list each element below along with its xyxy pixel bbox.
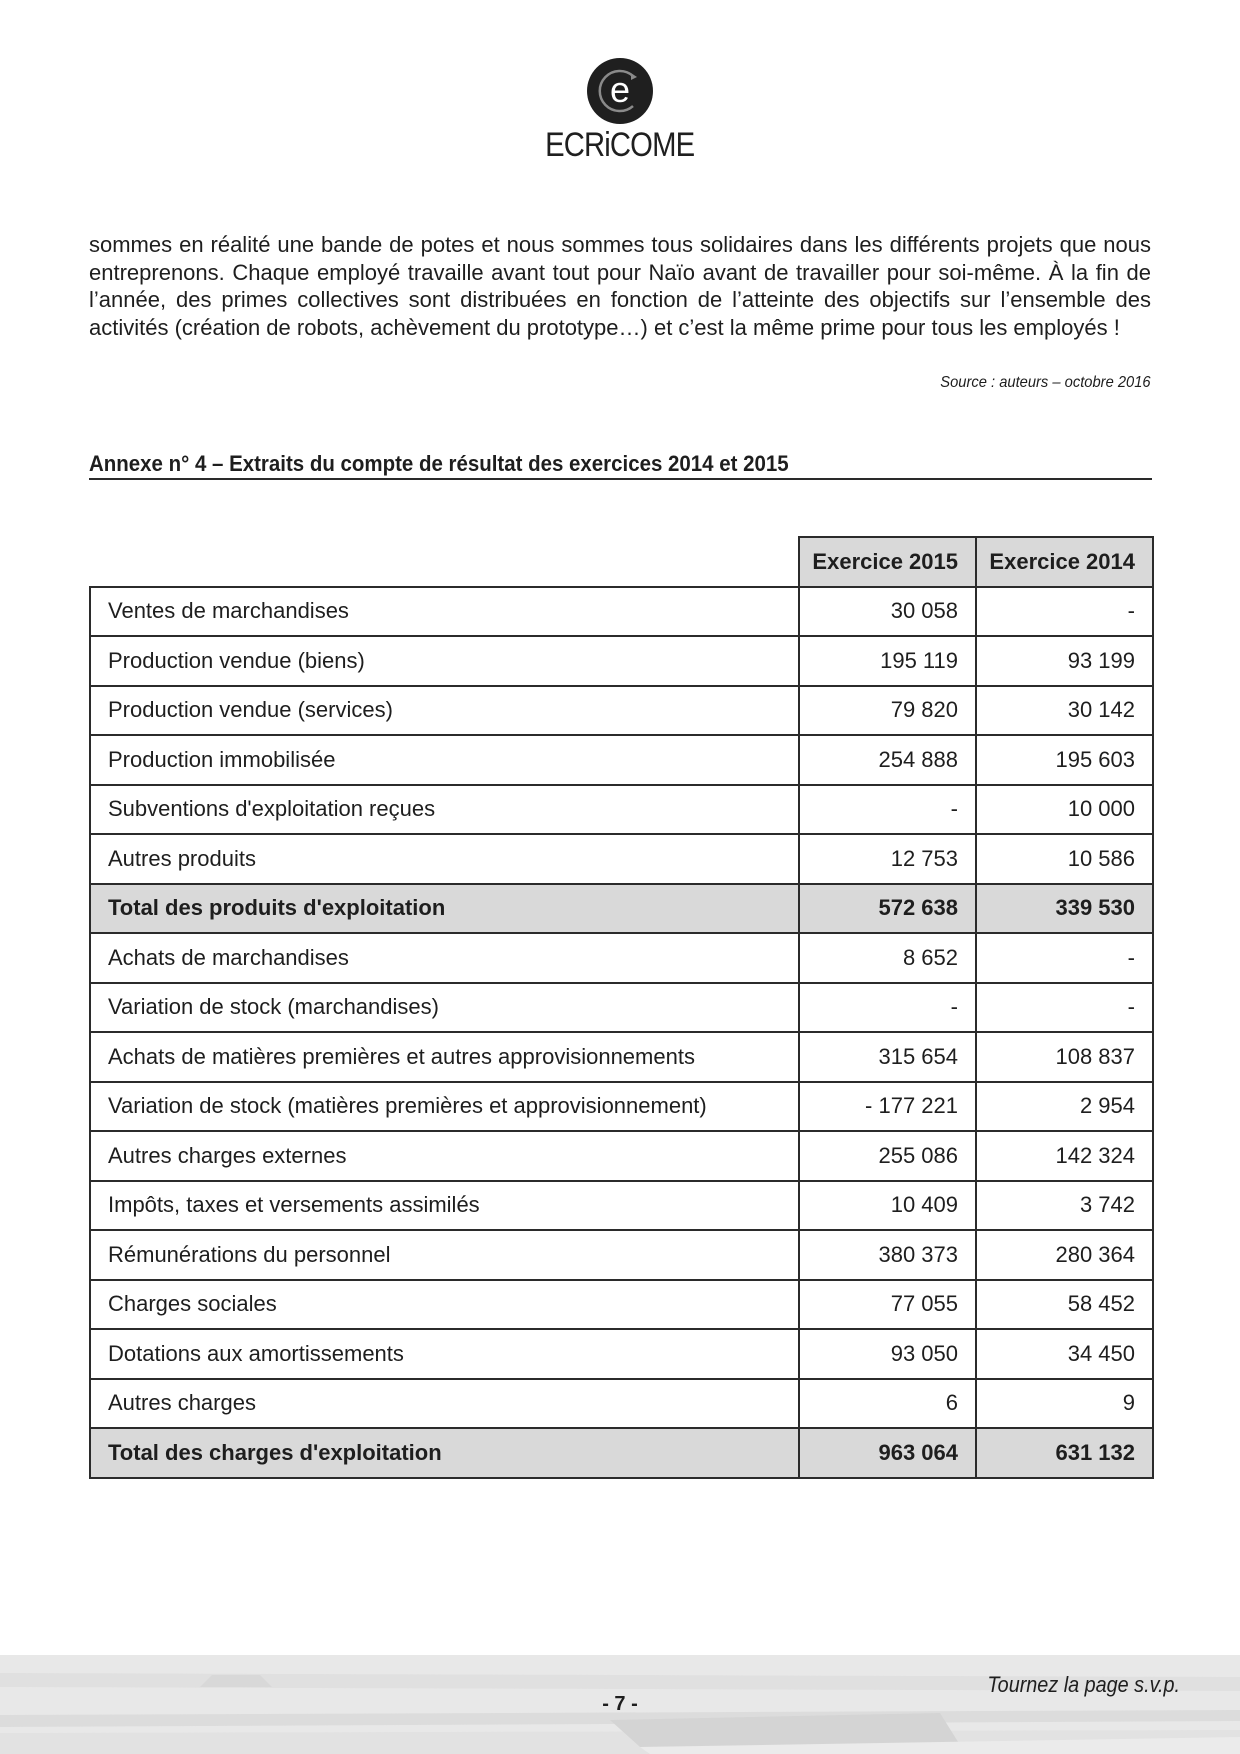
value-2015: 6 — [799, 1379, 976, 1429]
value-2014: 30 142 — [976, 686, 1153, 736]
value-2015: 30 058 — [799, 587, 976, 637]
value-2015: 77 055 — [799, 1280, 976, 1330]
row-label: Subventions d'exploitation reçues — [90, 785, 799, 835]
row-label: Production vendue (services) — [90, 686, 799, 736]
header-blank-cell — [90, 537, 799, 587]
table-row — [90, 1082, 1153, 1132]
table-header-row — [90, 537, 1153, 587]
row-label: Dotations aux amortissements — [90, 1329, 799, 1379]
table-row — [90, 834, 1153, 884]
header-exercice-2015: Exercice 2015 — [799, 537, 976, 587]
table-body — [90, 587, 1153, 1478]
table-row — [90, 1032, 1153, 1082]
intro-paragraph: sommes en réalité une bande de potes et nous sommes tous solidaires dans les différents projets que nous entreprenons. Chaque employé travaille avant tout pour Naïo avant de travailler pour soi-même. À la fin de l’année, des primes collectives sont distribuées en fonction de l’atteinte des objectifs sur l’ensemble des activités (création de robots, achèvement du prototype…) et c’est la même prime pour tous les employés ! — [89, 232, 1151, 341]
value-2014: 108 837 — [976, 1032, 1153, 1082]
value-2014: 10 586 — [976, 834, 1153, 884]
value-2015: 12 753 — [799, 834, 976, 884]
value-2014: 93 199 — [976, 636, 1153, 686]
value-2015: 315 654 — [799, 1032, 976, 1082]
row-label: Variation de stock (matières premières et approvisionnement) — [90, 1082, 799, 1132]
row-label: Production immobilisée — [90, 735, 799, 785]
row-label: Achats de marchandises — [90, 933, 799, 983]
source-citation: Source : auteurs – octobre 2016 — [940, 374, 1151, 391]
value-2014: 631 132 — [976, 1428, 1153, 1478]
value-2015: 8 652 — [799, 933, 976, 983]
table-total-row — [90, 1428, 1153, 1478]
row-label: Autres charges externes — [90, 1131, 799, 1181]
row-label: Total des produits d'exploitation — [90, 884, 799, 934]
value-2014: 339 530 — [976, 884, 1153, 934]
value-2014: 3 742 — [976, 1181, 1153, 1231]
value-2014: 280 364 — [976, 1230, 1153, 1280]
table-row — [90, 735, 1153, 785]
table-row — [90, 636, 1153, 686]
table-row — [90, 1230, 1153, 1280]
value-2015: 10 409 — [799, 1181, 976, 1231]
value-2015: 79 820 — [799, 686, 976, 736]
value-2014: 142 324 — [976, 1131, 1153, 1181]
header-exercice-2014: Exercice 2014 — [976, 537, 1153, 587]
value-2015: 93 050 — [799, 1329, 976, 1379]
value-2014: 9 — [976, 1379, 1153, 1429]
table-row — [90, 785, 1153, 835]
table-row — [90, 686, 1153, 736]
row-label: Autres charges — [90, 1379, 799, 1429]
value-2015: 572 638 — [799, 884, 976, 934]
table-row — [90, 1131, 1153, 1181]
value-2014: 2 954 — [976, 1082, 1153, 1132]
row-label: Rémunérations du personnel — [90, 1230, 799, 1280]
ecricome-logo — [0, 58, 1240, 162]
value-2014: - — [976, 933, 1153, 983]
table-total-row — [90, 884, 1153, 934]
page-number: - 7 - — [602, 1693, 638, 1715]
value-2014: - — [976, 587, 1153, 637]
ecricome-e-icon — [587, 58, 653, 124]
value-2015: 195 119 — [799, 636, 976, 686]
value-2014: - — [976, 983, 1153, 1033]
value-2015: 963 064 — [799, 1428, 976, 1478]
table-row — [90, 1280, 1153, 1330]
row-label: Ventes de marchandises — [90, 587, 799, 637]
income-statement-table — [89, 536, 1154, 1479]
turn-page-note: Tournez la page s.v.p. — [987, 1672, 1180, 1697]
value-2015: 380 373 — [799, 1230, 976, 1280]
row-label: Variation de stock (marchandises) — [90, 983, 799, 1033]
row-label: Total des charges d'exploitation — [90, 1428, 799, 1478]
value-2014: 58 452 — [976, 1280, 1153, 1330]
value-2015: - 177 221 — [799, 1082, 976, 1132]
value-2015: 254 888 — [799, 735, 976, 785]
table-row — [90, 983, 1153, 1033]
annex-title-underline — [89, 478, 1152, 480]
value-2014: 10 000 — [976, 785, 1153, 835]
row-label: Autres produits — [90, 834, 799, 884]
annex-title: Annexe n° 4 – Extraits du compte de résultat des exercices 2014 et 2015 — [89, 451, 789, 476]
table-row — [90, 1181, 1153, 1231]
value-2014: 34 450 — [976, 1329, 1153, 1379]
row-label: Charges sociales — [90, 1280, 799, 1330]
logo-wordmark: ECRiCOME — [545, 126, 695, 164]
row-label: Production vendue (biens) — [90, 636, 799, 686]
row-label: Achats de matières premières et autres approvisionnements — [90, 1032, 799, 1082]
table-row — [90, 587, 1153, 637]
value-2015: - — [799, 785, 976, 835]
row-label: Impôts, taxes et versements assimilés — [90, 1181, 799, 1231]
value-2014: 195 603 — [976, 735, 1153, 785]
table-row — [90, 1379, 1153, 1429]
value-2015: 255 086 — [799, 1131, 976, 1181]
table-row — [90, 1329, 1153, 1379]
value-2015: - — [799, 983, 976, 1033]
logo-glyph: e — [609, 69, 631, 110]
table-row — [90, 933, 1153, 983]
